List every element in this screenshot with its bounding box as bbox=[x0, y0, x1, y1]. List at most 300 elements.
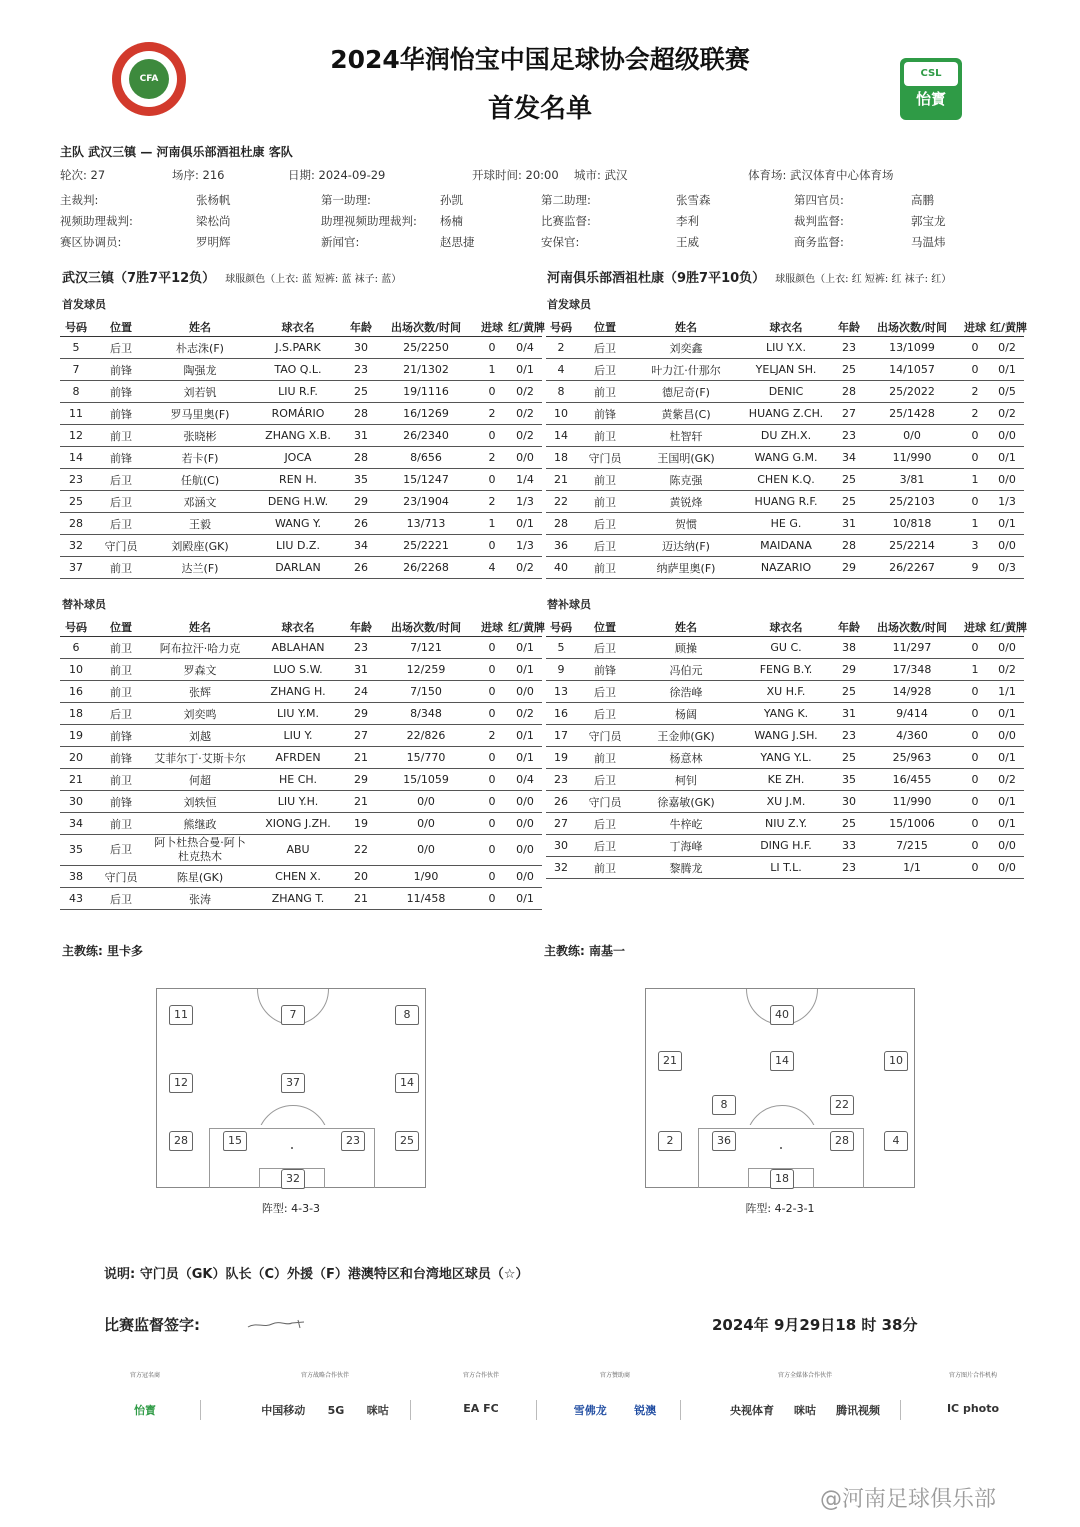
appearances: 25/963 bbox=[864, 747, 960, 769]
official-role: 助理视频助理裁判: bbox=[321, 214, 417, 228]
player-age: 22 bbox=[346, 835, 376, 866]
cards: 0/2 bbox=[990, 769, 1024, 791]
shirt-name: AFRDEN bbox=[250, 747, 346, 769]
goals: 9 bbox=[960, 557, 990, 579]
away-starters-table bbox=[546, 318, 1028, 579]
cards: 0/0 bbox=[990, 469, 1024, 491]
appearances: 15/1059 bbox=[376, 769, 476, 791]
player-number: 22 bbox=[546, 491, 576, 513]
player-name: 邓涵文 bbox=[150, 491, 250, 513]
shirt-icon: 4 bbox=[884, 1131, 908, 1151]
goals: 0 bbox=[960, 703, 990, 725]
player-number: 13 bbox=[546, 681, 576, 703]
column-header: 出场次数/时间 bbox=[376, 618, 476, 637]
player-row bbox=[60, 703, 542, 725]
player-position: 后卫 bbox=[92, 835, 150, 866]
goals: 1 bbox=[476, 359, 508, 381]
player-number: 18 bbox=[546, 447, 576, 469]
goals: 2 bbox=[960, 403, 990, 425]
sponsor-logo: EA FC bbox=[463, 1402, 499, 1415]
player-row bbox=[546, 469, 1024, 491]
player-age: 31 bbox=[346, 425, 376, 447]
sponsor-caption: 官方图片合作机构 bbox=[948, 1372, 997, 1379]
player-position: 前锋 bbox=[92, 403, 150, 425]
goals: 0 bbox=[476, 769, 508, 791]
shirt-name: HUANG R.F. bbox=[738, 491, 834, 513]
player-number: 32 bbox=[60, 535, 92, 557]
appearances: 14/928 bbox=[864, 681, 960, 703]
cards: 0/1 bbox=[508, 747, 542, 769]
player-number: 9 bbox=[546, 659, 576, 681]
cards: 1/3 bbox=[508, 491, 542, 513]
sponsor-divider bbox=[680, 1400, 681, 1420]
player-name: 若卡(F) bbox=[150, 447, 250, 469]
player-number: 16 bbox=[546, 703, 576, 725]
player-age: 34 bbox=[834, 447, 864, 469]
player-age: 23 bbox=[834, 857, 864, 879]
signature-mark bbox=[246, 1318, 306, 1330]
shirt-name: LIU D.Z. bbox=[250, 535, 346, 557]
cards: 0/0 bbox=[508, 681, 542, 703]
appearances: 1/1 bbox=[864, 857, 960, 879]
player-position: 前卫 bbox=[576, 491, 634, 513]
player-name: 牛梓屹 bbox=[634, 813, 738, 835]
shirt-name: LUO S.W. bbox=[250, 659, 346, 681]
column-header: 出场次数/时间 bbox=[376, 318, 476, 337]
sponsor-logo: 咪咕 bbox=[366, 1404, 389, 1417]
shirt-name: FENG B.Y. bbox=[738, 659, 834, 681]
official-role: 比赛监督: bbox=[541, 214, 591, 228]
player-position: 后卫 bbox=[92, 337, 150, 359]
player-number: 21 bbox=[546, 469, 576, 491]
player-row bbox=[546, 337, 1024, 359]
goals: 0 bbox=[960, 359, 990, 381]
player-row bbox=[60, 513, 542, 535]
away-formation-pitch bbox=[645, 988, 915, 1188]
player-number: 19 bbox=[60, 725, 92, 747]
player-row bbox=[546, 403, 1024, 425]
shirt-name: HE G. bbox=[738, 513, 834, 535]
official-role: 第一助理: bbox=[321, 193, 371, 207]
shirt-name: KE ZH. bbox=[738, 769, 834, 791]
player-row bbox=[546, 447, 1024, 469]
column-header: 球衣名 bbox=[738, 318, 834, 337]
appearances: 3/81 bbox=[864, 469, 960, 491]
goals: 0 bbox=[476, 703, 508, 725]
goals: 0 bbox=[960, 491, 990, 513]
column-header: 年龄 bbox=[834, 618, 864, 637]
shirt-name: ZHANG H. bbox=[250, 681, 346, 703]
player-row bbox=[60, 469, 542, 491]
sponsor-caption: 官方全媒体合作伙伴 bbox=[777, 1372, 832, 1379]
cards: 0/3 bbox=[990, 557, 1024, 579]
player-number: 20 bbox=[60, 747, 92, 769]
shirt-icon: 32 bbox=[281, 1169, 305, 1189]
shirt-name: LIU Y.X. bbox=[738, 337, 834, 359]
player-name: 刘奕鑫 bbox=[634, 337, 738, 359]
cards: 0/0 bbox=[508, 866, 542, 888]
player-position: 前卫 bbox=[92, 813, 150, 835]
shirt-name: XU J.M. bbox=[738, 791, 834, 813]
cards: 0/1 bbox=[990, 813, 1024, 835]
shirt-name: NIU Z.Y. bbox=[738, 813, 834, 835]
column-header: 球衣名 bbox=[738, 618, 834, 637]
official-name: 孙凯 bbox=[440, 193, 463, 207]
sheet-title: 首发名单 bbox=[487, 94, 592, 124]
cards: 0/1 bbox=[508, 888, 542, 910]
player-row bbox=[60, 866, 542, 888]
legend-note: 说明: 守门员（GK）队长（C）外援（F）港澳特区和台湾地区球员（☆） bbox=[104, 1267, 529, 1282]
shirt-name: J.S.PARK bbox=[250, 337, 346, 359]
player-number: 23 bbox=[60, 469, 92, 491]
official-role: 主裁判: bbox=[60, 193, 99, 207]
sponsor-caption: 官方冠名商 bbox=[129, 1372, 160, 1379]
player-name: 刘奕鸣 bbox=[150, 703, 250, 725]
cards: 0/0 bbox=[990, 857, 1024, 879]
player-row bbox=[546, 513, 1024, 535]
official-role: 新闻官: bbox=[321, 235, 360, 249]
sponsor-logo: IC photo bbox=[946, 1402, 1000, 1415]
home-starters-label: 首发球员 bbox=[62, 298, 106, 311]
player-name: 叶力江·什那尔 bbox=[634, 359, 738, 381]
player-age: 25 bbox=[834, 359, 864, 381]
player-number: 38 bbox=[60, 866, 92, 888]
player-row bbox=[60, 637, 542, 659]
goals: 0 bbox=[476, 747, 508, 769]
sponsor-logo: 腾讯视频 bbox=[836, 1404, 880, 1417]
player-number: 32 bbox=[546, 857, 576, 879]
appearances: 11/297 bbox=[864, 637, 960, 659]
player-name: 张辉 bbox=[150, 681, 250, 703]
player-row bbox=[60, 491, 542, 513]
player-name: 刘轶恒 bbox=[150, 791, 250, 813]
shirt-name: DARLAN bbox=[250, 557, 346, 579]
player-row bbox=[546, 703, 1024, 725]
player-age: 29 bbox=[834, 659, 864, 681]
player-row bbox=[546, 535, 1024, 557]
player-age: 30 bbox=[834, 791, 864, 813]
player-number: 14 bbox=[546, 425, 576, 447]
shirt-name: YANG Y.L. bbox=[738, 747, 834, 769]
appearances: 15/1247 bbox=[376, 469, 476, 491]
player-number: 18 bbox=[60, 703, 92, 725]
column-header: 出场次数/时间 bbox=[864, 618, 960, 637]
player-position: 前锋 bbox=[92, 359, 150, 381]
goals: 0 bbox=[476, 381, 508, 403]
player-position: 后卫 bbox=[92, 469, 150, 491]
player-row bbox=[546, 637, 1024, 659]
shirt-icon: 2 bbox=[658, 1131, 682, 1151]
cards: 0/4 bbox=[508, 337, 542, 359]
home-team-header: 武汉三镇（7胜7平12负） 球服颜色（上衣: 蓝 短裤: 蓝 袜子: 蓝） bbox=[62, 271, 402, 286]
appearances: 23/1904 bbox=[376, 491, 476, 513]
player-row bbox=[60, 791, 542, 813]
cards: 0/1 bbox=[508, 725, 542, 747]
shirt-name: ZHANG T. bbox=[250, 888, 346, 910]
player-position: 前锋 bbox=[92, 747, 150, 769]
cards: 0/2 bbox=[990, 659, 1024, 681]
player-name: 黄紫昌(C) bbox=[634, 403, 738, 425]
shirt-name: LI T.L. bbox=[738, 857, 834, 879]
player-age: 23 bbox=[834, 725, 864, 747]
player-age: 25 bbox=[834, 469, 864, 491]
shirt-icon: 10 bbox=[884, 1051, 908, 1071]
sponsor-logo: 央视体育 bbox=[730, 1404, 774, 1417]
official-role: 赛区协调员: bbox=[60, 235, 122, 249]
city: 城市: 武汉 bbox=[574, 168, 628, 182]
player-name: 刘越 bbox=[150, 725, 250, 747]
sponsor-divider bbox=[536, 1400, 537, 1420]
player-position: 前卫 bbox=[92, 769, 150, 791]
appearances: 7/150 bbox=[376, 681, 476, 703]
player-position: 前锋 bbox=[92, 725, 150, 747]
player-number: 26 bbox=[546, 791, 576, 813]
shirt-name: XIONG J.ZH. bbox=[250, 813, 346, 835]
player-row bbox=[546, 425, 1024, 447]
player-row bbox=[60, 725, 542, 747]
player-age: 38 bbox=[834, 637, 864, 659]
cards: 0/1 bbox=[990, 513, 1024, 535]
goals: 0 bbox=[476, 637, 508, 659]
player-name: 朴志洙(F) bbox=[150, 337, 250, 359]
player-age: 25 bbox=[834, 491, 864, 513]
player-row bbox=[60, 813, 542, 835]
player-name: 张晓彬 bbox=[150, 425, 250, 447]
player-name: 冯伯元 bbox=[634, 659, 738, 681]
player-age: 25 bbox=[346, 381, 376, 403]
goals: 2 bbox=[960, 381, 990, 403]
appearances: 25/2022 bbox=[864, 381, 960, 403]
player-row bbox=[60, 337, 542, 359]
kickoff-time: 开球时间: 20:00 bbox=[472, 168, 559, 182]
player-number: 10 bbox=[546, 403, 576, 425]
cards: 0/1 bbox=[508, 637, 542, 659]
player-row bbox=[546, 769, 1024, 791]
shirt-name: GU C. bbox=[738, 637, 834, 659]
stadium: 体育场: 武汉体育中心体育场 bbox=[748, 168, 894, 182]
column-header: 红/黄牌 bbox=[508, 318, 542, 337]
appearances: 21/1302 bbox=[376, 359, 476, 381]
cards: 0/1 bbox=[508, 359, 542, 381]
goals: 0 bbox=[960, 637, 990, 659]
player-row bbox=[546, 791, 1024, 813]
shirt-icon: 23 bbox=[341, 1131, 365, 1151]
column-header: 年龄 bbox=[834, 318, 864, 337]
player-number: 14 bbox=[60, 447, 92, 469]
player-position: 前卫 bbox=[576, 747, 634, 769]
player-name: 德尼奇(F) bbox=[634, 381, 738, 403]
appearances: 15/770 bbox=[376, 747, 476, 769]
appearances: 13/1099 bbox=[864, 337, 960, 359]
player-number: 28 bbox=[546, 513, 576, 535]
appearances: 25/1428 bbox=[864, 403, 960, 425]
player-position: 前卫 bbox=[92, 425, 150, 447]
player-number: 12 bbox=[60, 425, 92, 447]
shirt-icon: 11 bbox=[169, 1005, 193, 1025]
player-age: 25 bbox=[834, 681, 864, 703]
appearances: 15/1006 bbox=[864, 813, 960, 835]
player-number: 25 bbox=[60, 491, 92, 513]
cards: 0/1 bbox=[990, 747, 1024, 769]
player-name: 罗森文 bbox=[150, 659, 250, 681]
player-number: 16 bbox=[60, 681, 92, 703]
player-row bbox=[546, 725, 1024, 747]
appearances: 11/990 bbox=[864, 447, 960, 469]
player-position: 前锋 bbox=[92, 447, 150, 469]
player-position: 前卫 bbox=[92, 659, 150, 681]
player-row bbox=[546, 857, 1024, 879]
player-age: 20 bbox=[346, 866, 376, 888]
official-role: 商务监督: bbox=[794, 235, 844, 249]
player-position: 后卫 bbox=[92, 888, 150, 910]
player-number: 8 bbox=[60, 381, 92, 403]
player-age: 26 bbox=[346, 557, 376, 579]
goals: 0 bbox=[960, 813, 990, 835]
shirt-name: REN H. bbox=[250, 469, 346, 491]
away-subs-label: 替补球员 bbox=[547, 598, 591, 611]
cards: 0/1 bbox=[990, 791, 1024, 813]
column-header: 姓名 bbox=[634, 318, 738, 337]
cards: 0/0 bbox=[508, 447, 542, 469]
player-position: 后卫 bbox=[576, 513, 634, 535]
player-number: 23 bbox=[546, 769, 576, 791]
player-position: 前卫 bbox=[576, 381, 634, 403]
player-position: 守门员 bbox=[92, 866, 150, 888]
goals: 0 bbox=[960, 769, 990, 791]
player-name: 顾操 bbox=[634, 637, 738, 659]
official-name: 高鹏 bbox=[911, 193, 934, 207]
player-number: 5 bbox=[546, 637, 576, 659]
column-header: 位置 bbox=[576, 318, 634, 337]
appearances: 22/826 bbox=[376, 725, 476, 747]
shirt-icon: 37 bbox=[281, 1073, 305, 1093]
match-number: 场序: 216 bbox=[172, 168, 225, 182]
appearances: 25/2103 bbox=[864, 491, 960, 513]
player-name: 纳萨里奥(F) bbox=[634, 557, 738, 579]
cards: 0/0 bbox=[508, 835, 542, 866]
goals: 1 bbox=[960, 513, 990, 535]
shirt-icon: 28 bbox=[169, 1131, 193, 1151]
player-name: 刘殿座(GK) bbox=[150, 535, 250, 557]
goals: 0 bbox=[476, 866, 508, 888]
round: 轮次: 27 bbox=[60, 168, 106, 182]
sponsor-caption: 官方合作伙伴 bbox=[462, 1372, 499, 1379]
column-header: 号码 bbox=[546, 318, 576, 337]
official-role: 第四官员: bbox=[794, 193, 844, 207]
player-position: 前锋 bbox=[92, 381, 150, 403]
player-row bbox=[60, 403, 542, 425]
cards: 0/2 bbox=[508, 381, 542, 403]
player-age: 21 bbox=[346, 888, 376, 910]
player-age: 34 bbox=[346, 535, 376, 557]
cards: 0/1 bbox=[990, 447, 1024, 469]
goals: 0 bbox=[960, 681, 990, 703]
watermark: @河南足球俱乐部 bbox=[820, 1487, 997, 1512]
player-age: 23 bbox=[834, 337, 864, 359]
goals: 1 bbox=[960, 469, 990, 491]
player-name: 徐嘉敏(GK) bbox=[634, 791, 738, 813]
player-number: 28 bbox=[60, 513, 92, 535]
player-position: 后卫 bbox=[576, 703, 634, 725]
column-header: 出场次数/时间 bbox=[864, 318, 960, 337]
player-age: 31 bbox=[834, 513, 864, 535]
shirt-icon: 12 bbox=[169, 1073, 193, 1093]
player-row bbox=[60, 835, 542, 866]
column-header: 位置 bbox=[576, 618, 634, 637]
shirt-name: LIU Y. bbox=[250, 725, 346, 747]
player-age: 29 bbox=[346, 703, 376, 725]
shirt-icon: 14 bbox=[770, 1051, 794, 1071]
official-role: 第二助理: bbox=[541, 193, 591, 207]
column-header: 位置 bbox=[92, 318, 150, 337]
appearances: 19/1116 bbox=[376, 381, 476, 403]
sponsor-caption: 官方赞助商 bbox=[599, 1372, 630, 1379]
cards: 0/0 bbox=[990, 535, 1024, 557]
player-number: 43 bbox=[60, 888, 92, 910]
player-age: 35 bbox=[346, 469, 376, 491]
away-formation: 阵型: 4-2-3-1 bbox=[745, 1202, 815, 1215]
player-age: 28 bbox=[346, 403, 376, 425]
column-header: 姓名 bbox=[634, 618, 738, 637]
shirt-icon: 14 bbox=[395, 1073, 419, 1093]
column-header: 位置 bbox=[92, 618, 150, 637]
goals: 0 bbox=[476, 337, 508, 359]
player-row bbox=[546, 557, 1024, 579]
player-position: 前锋 bbox=[576, 659, 634, 681]
appearances: 1/90 bbox=[376, 866, 476, 888]
goals: 0 bbox=[960, 747, 990, 769]
goals: 0 bbox=[476, 835, 508, 866]
player-row bbox=[60, 447, 542, 469]
player-name: 任航(C) bbox=[150, 469, 250, 491]
official-name: 梁松尚 bbox=[196, 214, 231, 228]
appearances: 12/259 bbox=[376, 659, 476, 681]
player-name: 刘若钒 bbox=[150, 381, 250, 403]
player-name: 徐浩峰 bbox=[634, 681, 738, 703]
sponsor-logo: 怡寳 bbox=[134, 1404, 156, 1417]
shirt-name: LIU Y.H. bbox=[250, 791, 346, 813]
player-age: 33 bbox=[834, 835, 864, 857]
shirt-name: WANG G.M. bbox=[738, 447, 834, 469]
player-age: 27 bbox=[834, 403, 864, 425]
appearances: 13/713 bbox=[376, 513, 476, 535]
player-number: 4 bbox=[546, 359, 576, 381]
shirt-name: WANG J.SH. bbox=[738, 725, 834, 747]
signature-label: 比赛监督签字: bbox=[104, 1316, 200, 1334]
player-age: 35 bbox=[834, 769, 864, 791]
player-name: 柯钊 bbox=[634, 769, 738, 791]
player-name: 黄锐烽 bbox=[634, 491, 738, 513]
player-age: 23 bbox=[834, 425, 864, 447]
home-formation-pitch bbox=[156, 988, 426, 1188]
shirt-name: ROMÁRIO bbox=[250, 403, 346, 425]
sponsor-caption: 官方战略合作伙伴 bbox=[300, 1372, 349, 1379]
player-age: 25 bbox=[834, 813, 864, 835]
player-name: 黎腾龙 bbox=[634, 857, 738, 879]
appearances: 8/348 bbox=[376, 703, 476, 725]
column-header: 号码 bbox=[60, 618, 92, 637]
appearances: 25/2250 bbox=[376, 337, 476, 359]
cards: 0/0 bbox=[990, 637, 1024, 659]
player-row bbox=[60, 359, 542, 381]
player-name: 王金帅(GK) bbox=[634, 725, 738, 747]
shirt-name: HUANG Z.CH. bbox=[738, 403, 834, 425]
goals: 2 bbox=[476, 403, 508, 425]
shirt-name: HE CH. bbox=[250, 769, 346, 791]
player-age: 25 bbox=[834, 747, 864, 769]
player-name: 阿布拉汗·哈力克 bbox=[150, 637, 250, 659]
official-name: 马温炜 bbox=[911, 235, 946, 249]
